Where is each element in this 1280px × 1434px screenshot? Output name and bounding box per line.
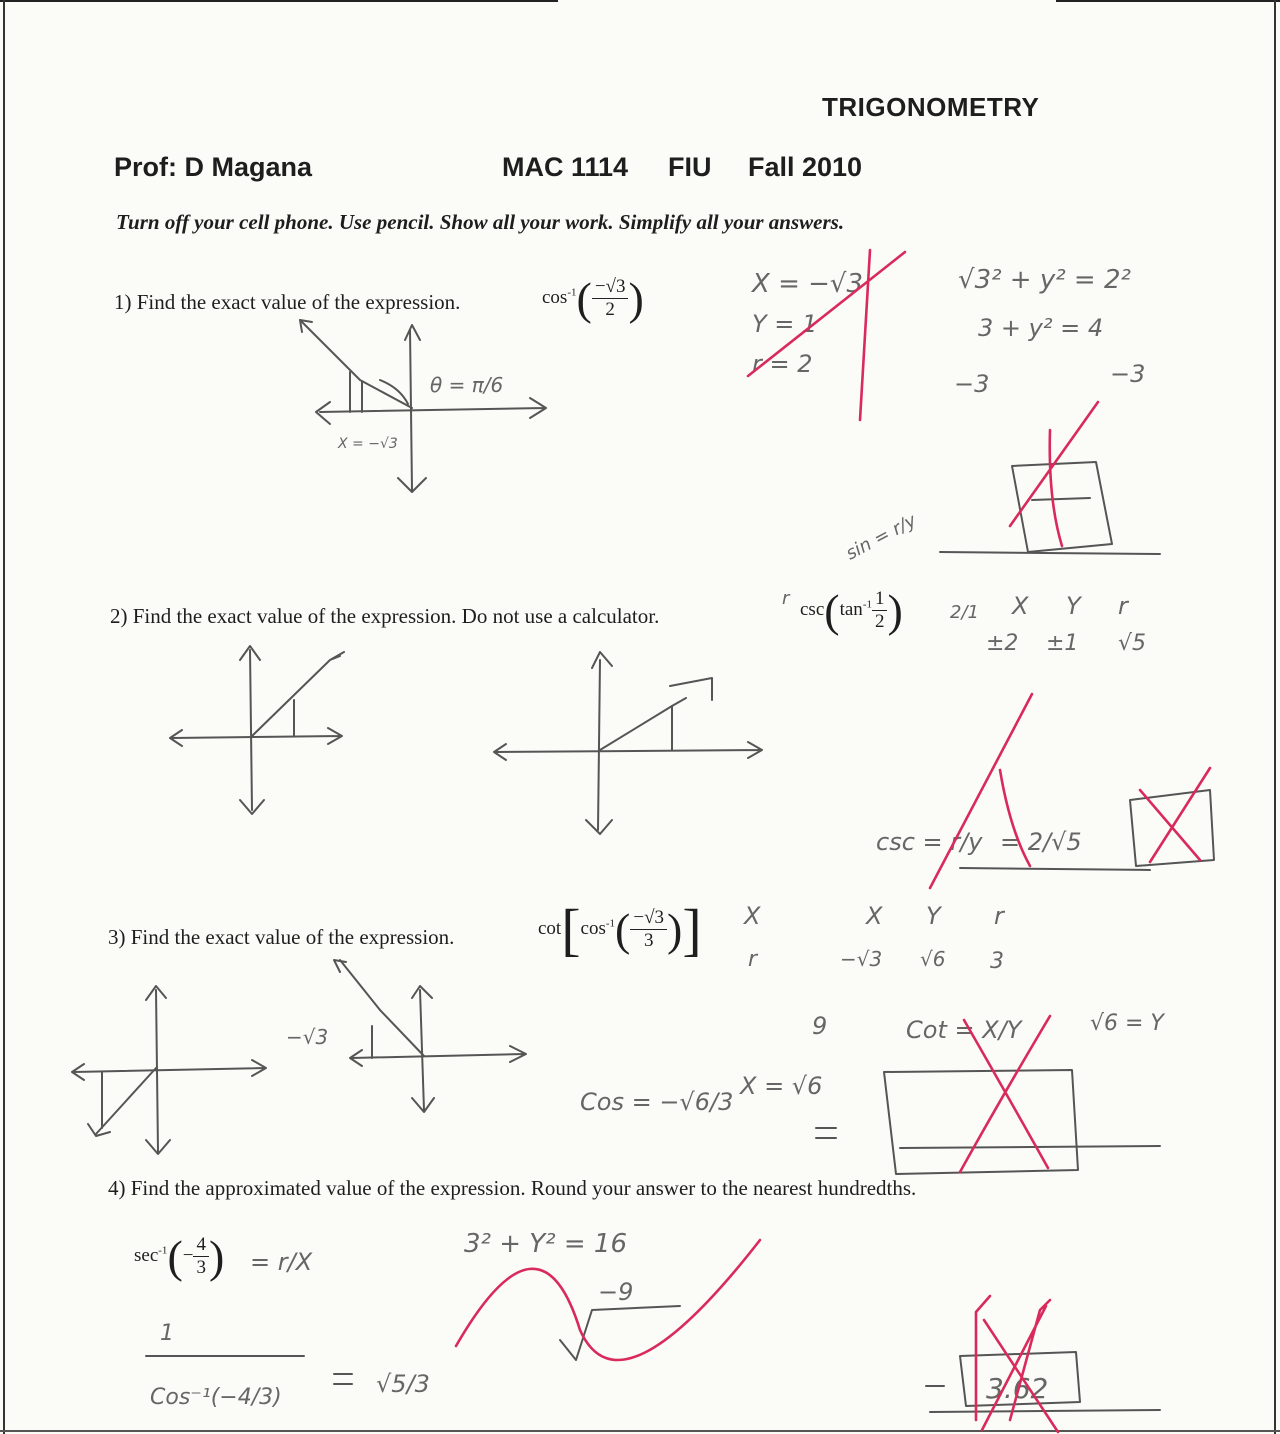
- problem-2-inverse: -1: [862, 598, 872, 611]
- p1-axes-sketch: [300, 320, 546, 492]
- p3-axes-sketch-2: [334, 960, 526, 1112]
- problem-3-outer-function: cot: [538, 917, 562, 939]
- problem-1-denominator: 2: [605, 299, 615, 320]
- p2-answer-line: [960, 868, 1150, 870]
- problem-1-number: 1): [114, 290, 132, 314]
- p2-ratio: 2/1: [950, 602, 979, 623]
- p3-r-val: 3: [990, 949, 1004, 974]
- problem-2-numerator: 1: [872, 588, 888, 611]
- problem-4-expression: $\sec^{-1}(-$ $\frac{4}{3}$ ): [134, 1231, 225, 1282]
- p4-r-over-x: = r/X: [250, 1248, 313, 1276]
- p1-pythag-1: √3² + y² = 2²: [958, 265, 1131, 295]
- problem-1-expression: $\cos^{-1}$( $\frac{-√3}{2}$ ): [542, 273, 644, 324]
- p2-axes-sketch-2: [494, 652, 762, 834]
- p1-pythag-2: 3 + y² = 4: [978, 314, 1104, 342]
- p3-col-x: X: [866, 902, 883, 930]
- problem-2-outer-function: csc: [800, 598, 825, 620]
- problem-4-numerator: 4: [193, 1234, 209, 1257]
- p1-answer-line: [940, 552, 1160, 554]
- p4-answer-value: 3.62: [986, 1372, 1049, 1405]
- problem-3-number: 3): [108, 925, 126, 949]
- p1-theta: θ = π/6: [430, 373, 504, 397]
- problem-2-expression: $\csc(\tan^{-1}$ $\frac{1}{2}$ ): [800, 585, 903, 636]
- problem-1-text: Find the exact value of the expression.: [136, 290, 461, 314]
- p4-result: √5/3: [376, 1370, 430, 1398]
- problem-1-numerator: −√3: [592, 276, 629, 299]
- p3-sketch-label: −√3: [286, 1025, 329, 1049]
- problem-3-denominator: 3: [643, 930, 654, 951]
- problem-2-inner-function: tan: [839, 598, 863, 620]
- p3-nine: 9: [812, 1012, 828, 1040]
- professor-name: Prof: D Magana: [114, 152, 313, 182]
- p3-cos-eq: Cos = −√6/3: [580, 1088, 734, 1116]
- p2-col-x: X: [1012, 592, 1029, 620]
- p4-equals: [334, 1374, 352, 1384]
- p1-sketch-label-1: X = −√3: [338, 436, 398, 452]
- course-code: MAC 1114: [502, 152, 629, 182]
- problem-3-inner-function: cos: [580, 917, 606, 939]
- p1-pythag-3: −3: [954, 370, 990, 398]
- problem-4-denominator: 3: [196, 1257, 206, 1278]
- term: Fall 2010: [748, 152, 863, 182]
- p3-x-over-r-bottom: r: [748, 947, 758, 972]
- problem-4-number: 4): [108, 1176, 126, 1200]
- p3-col-r: r: [994, 902, 1004, 930]
- p3-x-eq: X = √6: [740, 1072, 823, 1100]
- p2-x-val: ±2: [986, 631, 1019, 656]
- p2-grader-cross: [1140, 768, 1210, 862]
- p2-grader-slash: [930, 694, 1032, 888]
- problem-3-inverse: -1: [605, 917, 616, 930]
- problem-3-expression: $\cot[\cos^{-1}$( $\frac{-√3}{3}$ )]: [538, 897, 702, 962]
- p4-one: 1: [160, 1321, 174, 1346]
- p3-cot-def: Cot = X/Y: [906, 1016, 1022, 1044]
- problem-4-text: Find the approximated value of the expression. Round your answer to the nearest hundredths.: [130, 1176, 917, 1200]
- school-name: FIU: [668, 152, 712, 182]
- p2-csc-def: csc = r/y: [876, 828, 983, 856]
- problem-2-number: 2): [110, 604, 128, 628]
- p2-csc-value: = 2/√5: [1000, 828, 1082, 856]
- exam-instructions: Turn off your cell phone. Use pencil. Show all your work. Simplify all your answers.: [116, 210, 845, 234]
- p4-root-sign: [560, 1306, 680, 1360]
- p1-sin-note: sin = r/y: [842, 509, 920, 565]
- p4-cos-inv: Cos⁻¹(−4/3): [150, 1385, 282, 1410]
- problem-1-function: cos: [542, 286, 568, 308]
- problem-2-text: Find the exact value of the expression. Do not use a calculator.: [132, 604, 660, 628]
- p3-axes-sketch-1: [72, 986, 266, 1154]
- p4-minus-nine: −9: [598, 1278, 634, 1306]
- problem-4-function: sec: [134, 1244, 159, 1266]
- problem-3-text: Find the exact value of the expression.: [130, 925, 455, 949]
- problem-2-denominator: 2: [874, 611, 885, 632]
- problem-4-sign: −: [182, 1244, 194, 1266]
- p3-equals: [816, 1128, 836, 1138]
- p2-r-over-y: r: [782, 588, 790, 609]
- p3-col-y: Y: [926, 902, 941, 930]
- p1-answer-box: [1012, 462, 1112, 552]
- p1-x-value: X = −√3: [752, 269, 864, 299]
- p4-pythag: 3² + Y² = 16: [464, 1229, 627, 1259]
- p3-x-val: −√3: [840, 947, 883, 971]
- p3-answer-box: [884, 1070, 1078, 1174]
- p2-axes-sketch-1: [170, 646, 344, 814]
- p3-y-val: √6: [920, 947, 946, 971]
- p1-r-value: r = 2: [752, 350, 813, 378]
- p2-col-y: Y: [1066, 592, 1081, 620]
- problem-4-inverse: -1: [158, 1244, 168, 1257]
- course-title: TRIGONOMETRY: [822, 92, 1040, 122]
- p2-col-r: r: [1118, 592, 1128, 620]
- p3-y-eq: √6 = Y: [1090, 1011, 1164, 1036]
- problem-3-numerator: −√3: [630, 907, 667, 930]
- p1-y-value: Y = 1: [752, 310, 818, 338]
- p3-x-over-r-top: X: [744, 902, 761, 930]
- p1-pythag-4: −3: [1110, 360, 1146, 388]
- p2-r-val: √5: [1118, 631, 1147, 656]
- p2-y-val: ±1: [1046, 631, 1079, 656]
- p3-answer-line: [900, 1146, 1160, 1148]
- problem-1-inverse: -1: [567, 286, 577, 299]
